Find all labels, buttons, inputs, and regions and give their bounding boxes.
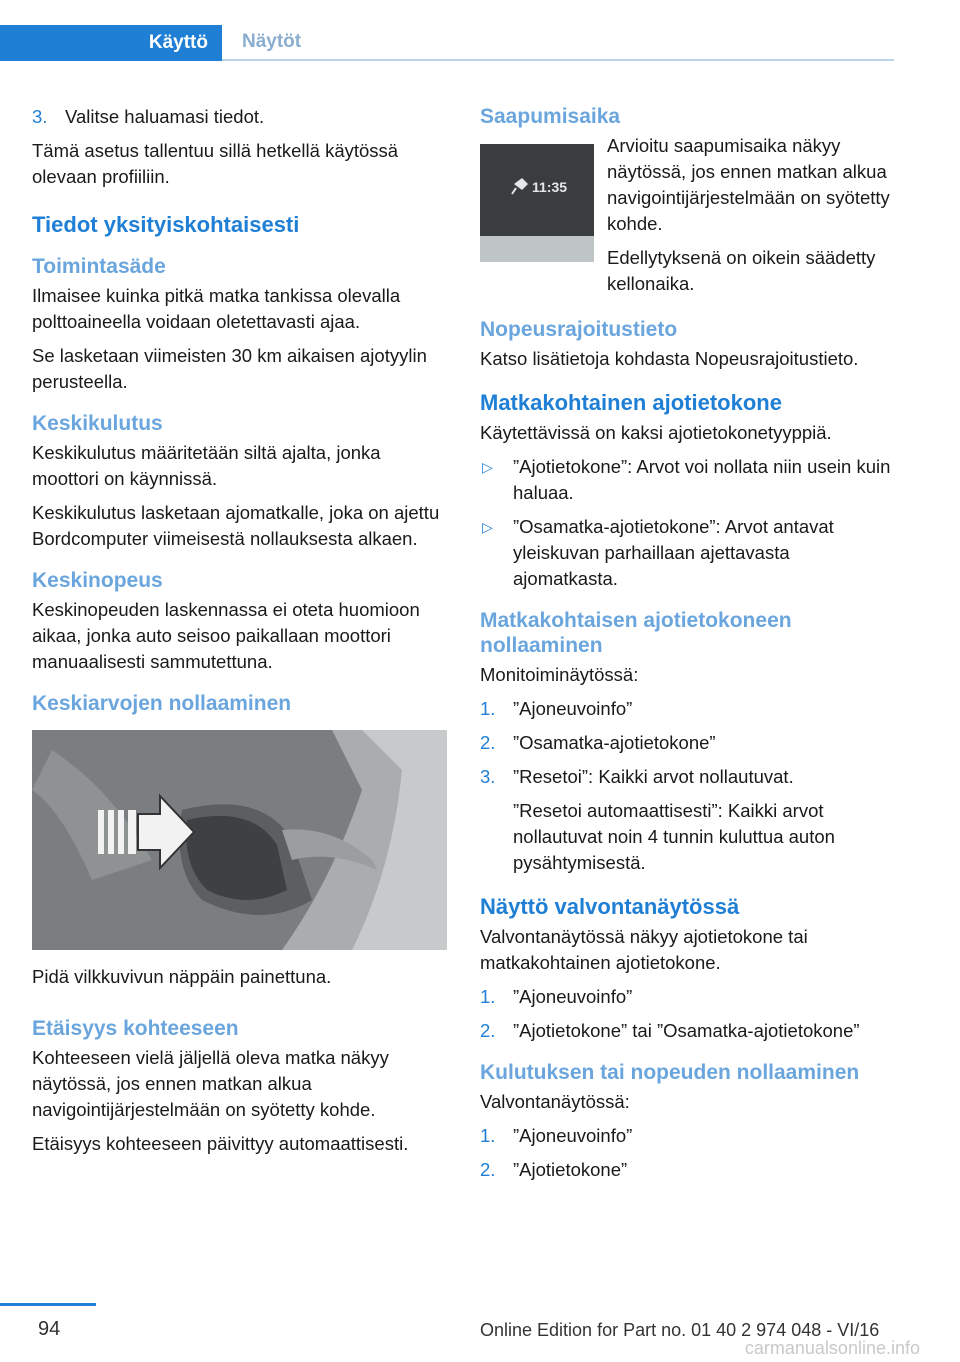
paragraph: Keskikulutus lasketaan ajomatkalle, joka on ajettu Bordcomputer viimeisestä nollauksesta alkaen. <box>32 502 440 549</box>
list-item <box>480 1018 898 1044</box>
edition-note: Online Edition for Part no. 01 40 2 974 048 - VI/16 <box>480 1320 880 1340</box>
tab-kaytto[interactable]: Käyttö <box>0 25 222 61</box>
paragraph: Keskinopeuden laskennassa ei oteta huomioon aikaa, jonka auto seisoo paikallaan moottori manuaalisesti sammutettuna. <box>32 599 420 672</box>
turn-signal-stalk-illustration <box>32 730 447 950</box>
footer-rule <box>0 1303 96 1306</box>
stalk-svg <box>32 730 447 950</box>
step-text: Valitse haluamasi tiedot. <box>65 106 265 127</box>
paragraph: Edellytyksenä on oikein säädetty kellonaika. <box>607 247 876 294</box>
watermark: carmanualsonline.info <box>744 1338 920 1358</box>
step-list <box>480 696 898 790</box>
display-strip <box>480 236 594 262</box>
subheading: Saapumisaika <box>480 105 621 128</box>
paragraph: Etäisyys kohteeseen päivittyy automaattisesti. <box>32 1133 409 1154</box>
figure-caption: Pidä vilkkuvivun näppäin painettuna. <box>32 966 332 987</box>
step-text: ”Resetoi”: Kaikki arvot nollautuvat. <box>513 766 794 787</box>
paragraph: Käytettävissä on kaksi ajotietokonetyyppiä. <box>480 422 832 443</box>
list-item <box>480 730 898 756</box>
paragraph: ”Resetoi automaattisesti”: Kaikki arvot nollautuvat noin 4 tunnin kuluttua auton pysähtymisestä. <box>513 800 835 873</box>
list-item <box>480 1123 898 1149</box>
paragraph: Kohteeseen vielä jäljellä oleva matka näkyy näytössä, jos ennen matkan alkua navigointijärjestelmään on syötetty kohde. <box>32 1047 389 1120</box>
step-number: 1. <box>480 1125 496 1146</box>
paragraph: Valvontanäytössä: <box>480 1091 630 1112</box>
paragraph: Monitoiminäytössä: <box>480 664 639 685</box>
step-number: 1. <box>480 986 496 1007</box>
step-text: ”Ajotietokone” tai ”Osamatka-ajotietokone” <box>513 1020 860 1041</box>
triangle-bullet-icon: ▷ <box>482 459 493 475</box>
list-item <box>480 984 898 1010</box>
paragraph: Tämä asetus tallentuu sillä hetkellä käytössä olevaan profiiliin. <box>32 140 399 187</box>
section-heading: Näyttö valvontanäytössä <box>480 894 740 919</box>
subheading: Matkakohtaisen ajotietokoneen nollaaminen <box>480 609 792 657</box>
page-number: 94 <box>38 1318 61 1340</box>
display-illustration <box>480 144 594 262</box>
step-text: ”Ajoneuvoinfo” <box>513 1125 633 1146</box>
triangle-bullet-icon: ▷ <box>482 519 493 535</box>
step-text: ”Ajoneuvoinfo” <box>513 698 633 719</box>
subheading: Kulutuksen tai nopeuden nollaaminen <box>480 1061 860 1084</box>
step-number: 2. <box>480 1159 496 1180</box>
step-text: ”Ajotietokone” <box>513 1159 628 1180</box>
bullet-text: ”Osamatka-ajotietokone”: Arvot antavat yleiskuvan parhaillaan ajettavasta ajomatkasta. <box>513 516 834 589</box>
section-heading: Matkakohtainen ajotietokone <box>480 390 782 415</box>
subheading: Toimintasäde <box>32 255 166 278</box>
section-heading: Tiedot yksityiskohtaisesti <box>32 212 300 237</box>
subheading: Etäisyys kohteeseen <box>32 1017 239 1040</box>
step-list <box>480 984 898 1044</box>
right-column <box>480 104 898 1191</box>
list-item <box>480 514 898 592</box>
step-number: 3. <box>480 766 496 787</box>
step-list <box>480 1123 898 1183</box>
subheading: Keskikulutus <box>32 412 163 435</box>
bullet-list <box>480 454 898 592</box>
list-item <box>480 696 898 722</box>
display-time: 11:35 <box>532 179 568 195</box>
step-number: 3. <box>32 106 48 127</box>
bullet-text: ”Ajotietokone”: Arvot voi nollata niin usein kuin haluaa. <box>513 456 891 503</box>
flag-icon <box>480 144 594 236</box>
subheading: Nopeusrajoitustieto <box>480 318 678 341</box>
list-item <box>32 104 447 130</box>
paragraph: Valvontanäytössä näkyy ajotietokone tai matkakohtainen ajotietokone. <box>480 926 808 973</box>
step-number: 2. <box>480 1020 496 1041</box>
paragraph: Se lasketaan viimeisten 30 km aikaisen ajotyylin perusteella. <box>32 345 427 392</box>
subheading: Keskiarvojen nollaaminen <box>32 692 292 715</box>
arrival-block <box>480 104 898 297</box>
paragraph: Keskikulutus määritetään siltä ajalta, jonka moottori on käynnissä. <box>32 442 381 489</box>
step-number: 2. <box>480 732 496 753</box>
paragraph: Katso lisätietoja kohdasta Nopeusrajoitustieto. <box>480 348 859 369</box>
step-text: ”Osamatka-ajotietokone” <box>513 732 716 753</box>
list-item <box>480 454 898 506</box>
left-column <box>32 104 447 1165</box>
paragraph: Ilmaisee kuinka pitkä matka tankissa olevalla polttoaineella voidaan oletettavasti ajaa. <box>32 285 401 332</box>
step-text: ”Ajoneuvoinfo” <box>513 986 633 1007</box>
subheading: Keskinopeus <box>32 569 163 592</box>
paragraph: Arvioitu saapumisaika näkyy näytössä, jos ennen matkan alkua navigointijärjestelmään on syötetty kohde. <box>607 135 890 234</box>
step-number: 1. <box>480 698 496 719</box>
list-item <box>480 764 898 790</box>
tab-naytot[interactable]: Näytöt <box>222 25 894 61</box>
list-item <box>480 1157 898 1183</box>
step-list <box>32 104 447 130</box>
